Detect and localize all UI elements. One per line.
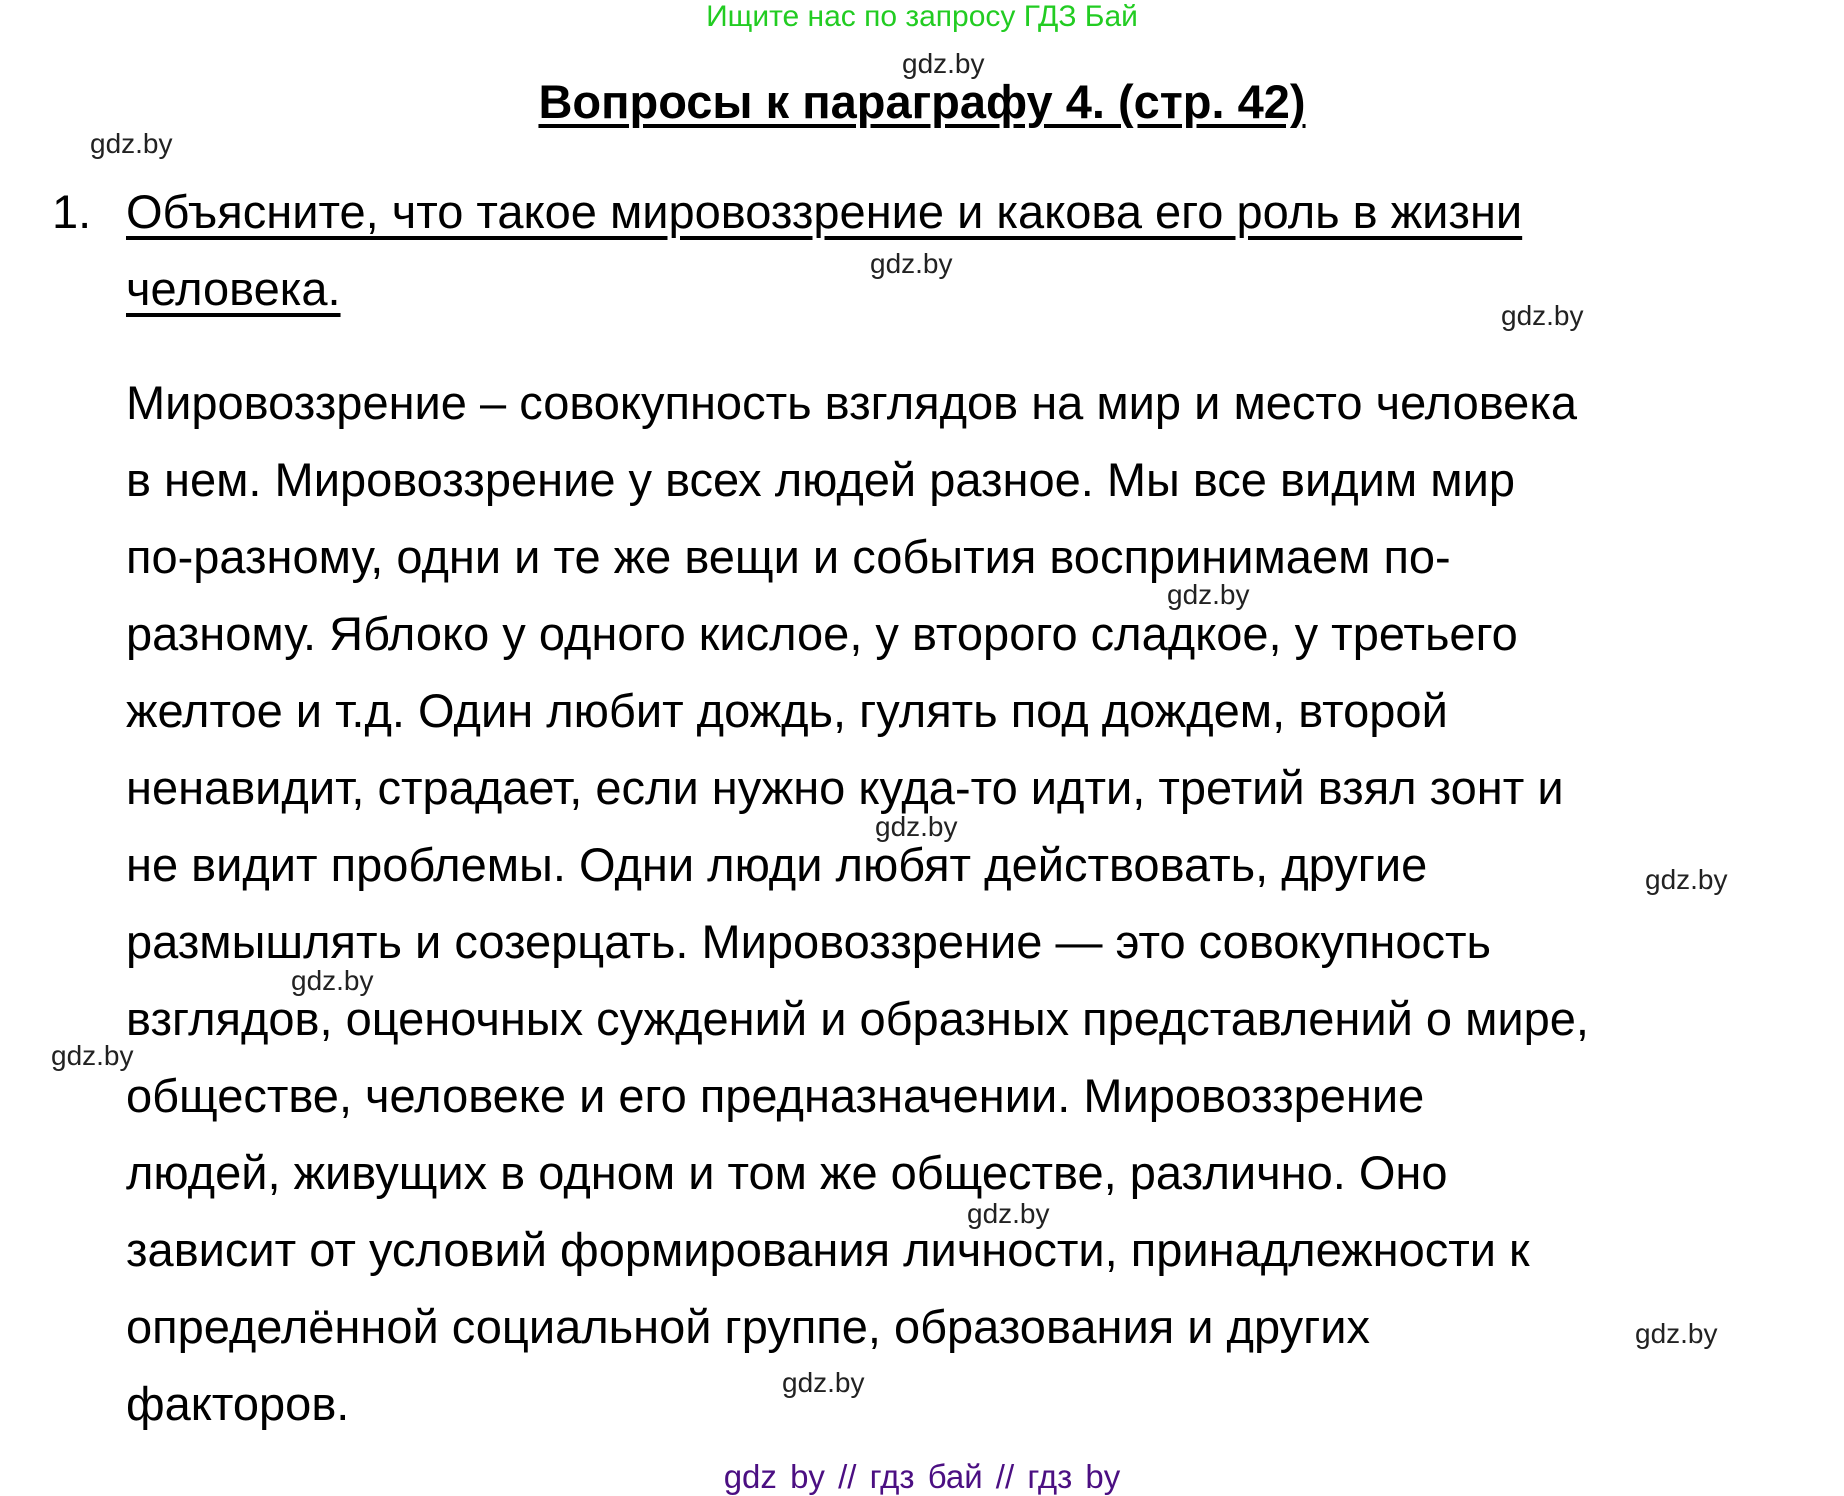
watermark: gdz.by	[870, 248, 953, 279]
question-number: 1.	[52, 185, 92, 238]
watermark: gdz.by	[875, 811, 958, 842]
answer-line: не видит проблемы. Одни люди любят действовать, другие	[126, 838, 1428, 891]
watermark: gdz.by	[291, 965, 374, 996]
answer-line: ненавидит, страдает, если нужно куда-то идти, третий взял зонт и	[126, 761, 1564, 814]
watermark: gdz.by	[782, 1367, 865, 1398]
watermark: gdz.by	[51, 1040, 134, 1071]
watermark: gdz.by	[1167, 579, 1250, 610]
answer-line: разному. Яблоко у одного кислое, у второго сладкое, у третьего	[126, 607, 1518, 660]
page-title	[0, 74, 1844, 129]
answer-line: зависит от условий формирования личности, принадлежности к	[126, 1223, 1530, 1276]
answer-line: определённой социальной группе, образования и других	[126, 1300, 1370, 1353]
watermark: gdz.by	[967, 1198, 1050, 1229]
question-line: Объясните, что такое мировоззрение и какова его роль в жизни	[126, 185, 1523, 238]
watermark: gdz.by	[1635, 1318, 1718, 1349]
question-line: человека.	[126, 262, 341, 315]
answer-line: в нем. Мировоззрение у всех людей разное. Мы все видим мир	[126, 453, 1515, 506]
watermark: gdz.by	[90, 128, 173, 159]
answer-line: Мировоззрение – совокупность взглядов на мир и место человека	[126, 376, 1578, 429]
page-title-text: Вопросы к параграфу 4. (стр. 42)	[538, 75, 1306, 128]
answer-line: по-разному, одни и те же вещи и события воспринимаем по-	[126, 530, 1451, 583]
watermark: gdz.by	[1645, 864, 1728, 895]
footer-links: gdz by // гдз бай // гдз by	[723, 1458, 1121, 1495]
watermark: gdz.by	[1501, 300, 1584, 331]
answer-line: обществе, человеке и его предназначении. Мировоззрение	[126, 1069, 1425, 1122]
answer-line: факторов.	[126, 1377, 350, 1430]
answer-line: желтое и т.д. Один любит дождь, гулять под дождем, второй	[126, 684, 1448, 737]
search-hint-banner: Ищите нас по запросу ГДЗ Бай	[706, 0, 1138, 33]
answer-line: людей, живущих в одном и том же обществе, различно. Оно	[126, 1146, 1448, 1199]
watermark: gdz.by	[902, 48, 985, 79]
answer-line: размышлять и созерцать. Мировоззрение — это совокупность	[126, 915, 1492, 968]
answer-line: взглядов, оценочных суждений и образных представлений о мире,	[126, 992, 1589, 1045]
